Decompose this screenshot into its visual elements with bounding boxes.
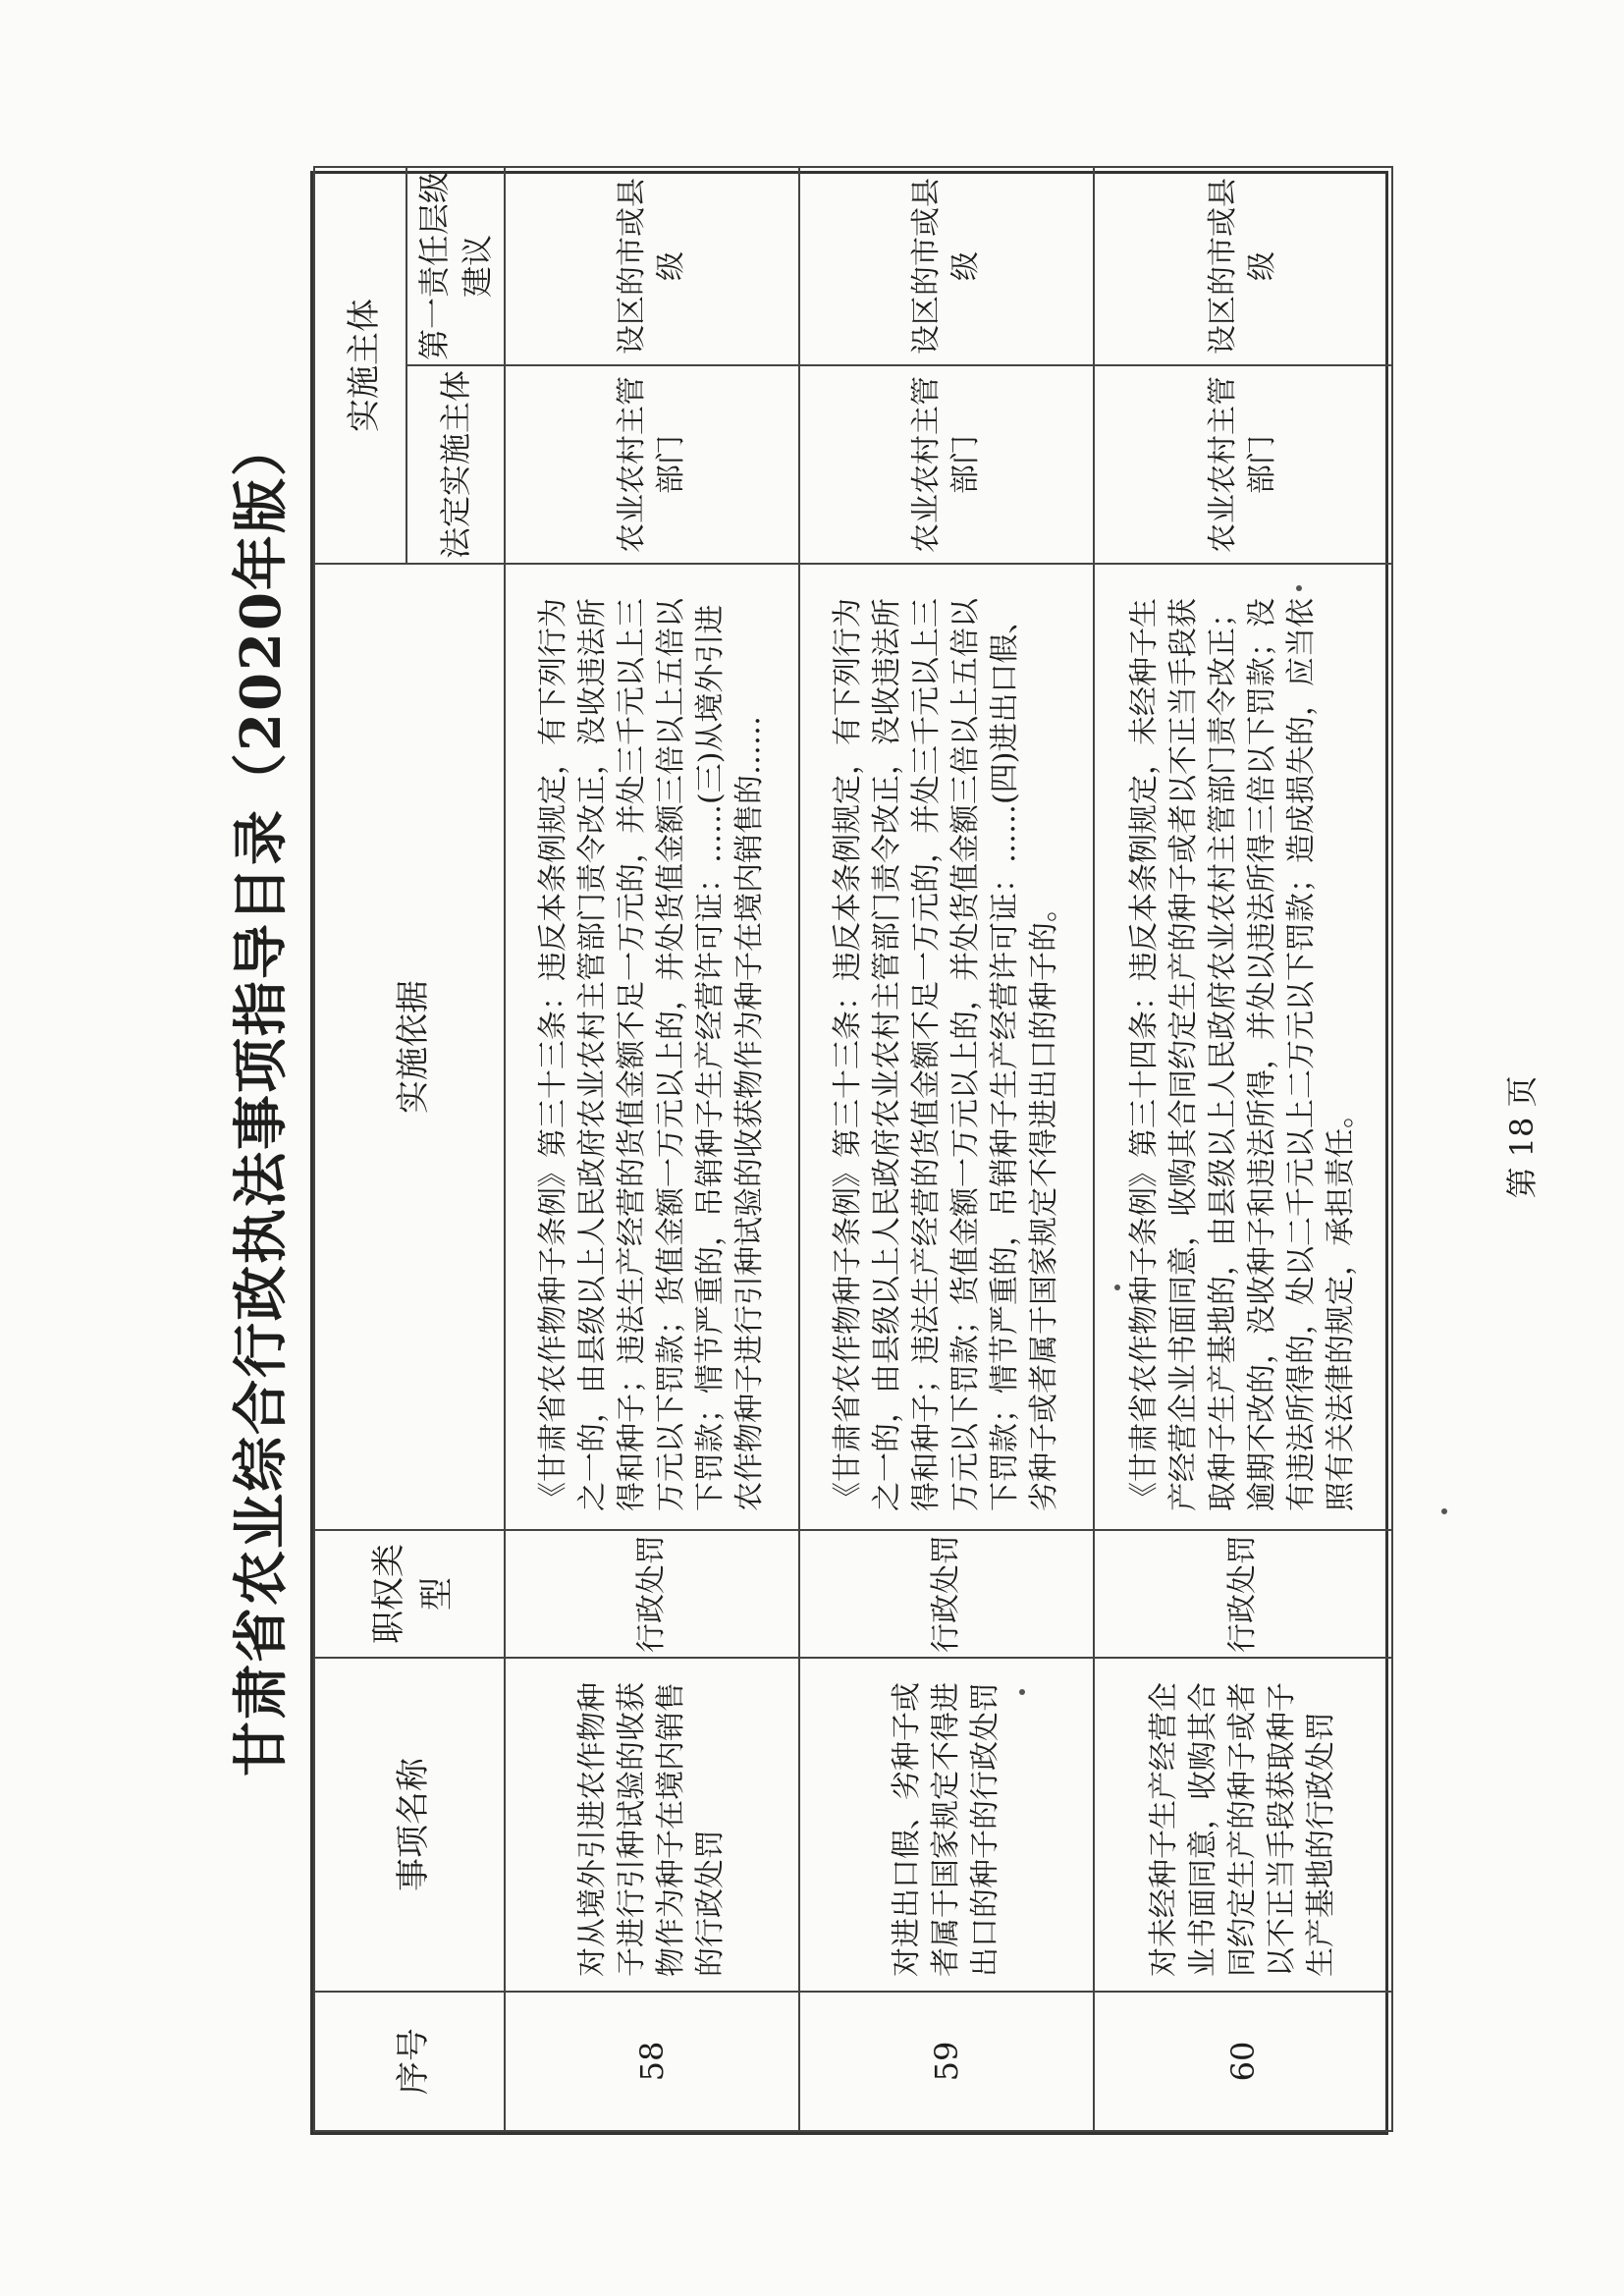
power-type-cell: 行政处罚 — [1094, 1530, 1392, 1658]
page-number: 第 18 页 — [1503, 1075, 1541, 1199]
item-name-cell: 对从境外引进农作物种子进行引种试验的收获物作为种子在境内销售的行政处罚 — [505, 1658, 799, 1992]
legal-implementer-cell: 农业农村主管部门 — [505, 365, 799, 564]
legal-implementer-cell: 农业农村主管部门 — [799, 365, 1094, 564]
first-level-cell: 设区的市或县级 — [1094, 167, 1392, 365]
legal-implementer-cell: 农业农村主管部门 — [1094, 365, 1392, 564]
power-type-cell: 行政处罚 — [505, 1530, 799, 1658]
basis-cell: 《甘肃省农作物种子条例》第三十三条：违反本条例规定，有下列行为之一的，由县级以上人民政府农业农村主管部门责令改正，没收违法所得和种子；违法生产经营的货值金额不足一万元的，并处三千元以上三万元以下罚款；货值金额一万元以上的，并处货值金额三倍以上五倍以下罚款；情节严重的，吊销种子生产经营许可证：……(四)进出口假、劣种子或者属于国家规定不得进出口的种子的。 — [799, 564, 1094, 1530]
first-level-cell: 设区的市或县级 — [799, 167, 1094, 365]
header-first-level: 第一责任层级建议 — [406, 167, 505, 365]
header-power-type: 职权类型 — [314, 1530, 505, 1658]
catalog-table — [310, 171, 1388, 2135]
item-name-cell: 对进出口假、劣种子或者属于国家规定不得进出口的种子的行政处罚 — [799, 1658, 1094, 1992]
header-item-name: 事项名称 — [314, 1658, 505, 1992]
power-type-cell: 行政处罚 — [799, 1530, 1094, 1658]
header-legal-implementer: 法定实施主体 — [406, 365, 505, 564]
item-name-cell: 对未经种子生产经营企业书面同意，收购其合同约定生产的种子或者以不正当手段获取种子生产基地的行政处罚 — [1094, 1658, 1392, 1992]
table-row — [799, 167, 1094, 2131]
first-level-cell: 设区的市或县级 — [505, 167, 799, 365]
header-seq: 序号 — [314, 1992, 505, 2131]
table-row — [1094, 167, 1392, 2131]
seq-cell: 60 — [1094, 1992, 1392, 2131]
basis-cell: 《甘肃省农作物种子条例》第三十四条：违反本条例规定，未经种子生产经营企业书面同意，收购其合同约定生产的种子或者以不正当手段获取种子生产基地的，由县级以上人民政府农业农村主管部门责令改正；逾期不改的，没收种子和违法所得，并处以违法所得三倍以下罚款；没有违法所得的，处以二千元以上二万元以下罚款；造成损失的，应当依照有关法律的规定，承担责任。 — [1094, 564, 1392, 1530]
document-title: 甘肃省农业综合行政执法事项指导目录（2020年版） — [229, 419, 294, 1777]
seq-cell: 59 — [799, 1992, 1094, 2131]
header-implementer-group: 实施主体 — [314, 167, 406, 564]
basis-cell: 《甘肃省农作物种子条例》第三十三条：违反本条例规定，有下列行为之一的，由县级以上人民政府农业农村主管部门责令改正，没收违法所得和种子；违法生产经营的货值金额不足一万元的，并处三千元以上三万元以下罚款；货值金额一万元以上的，并处货值金额三倍以上五倍以下罚款；情节严重的，吊销种子生产经营许可证：……(三)从境外引进农作物种子进行引种试验的收获物作为种子在境内销售的…… — [505, 564, 799, 1530]
seq-cell: 58 — [505, 1992, 799, 2131]
table-row — [505, 167, 799, 2131]
header-basis: 实施依据 — [314, 564, 505, 1530]
table-header-row — [314, 167, 406, 2131]
